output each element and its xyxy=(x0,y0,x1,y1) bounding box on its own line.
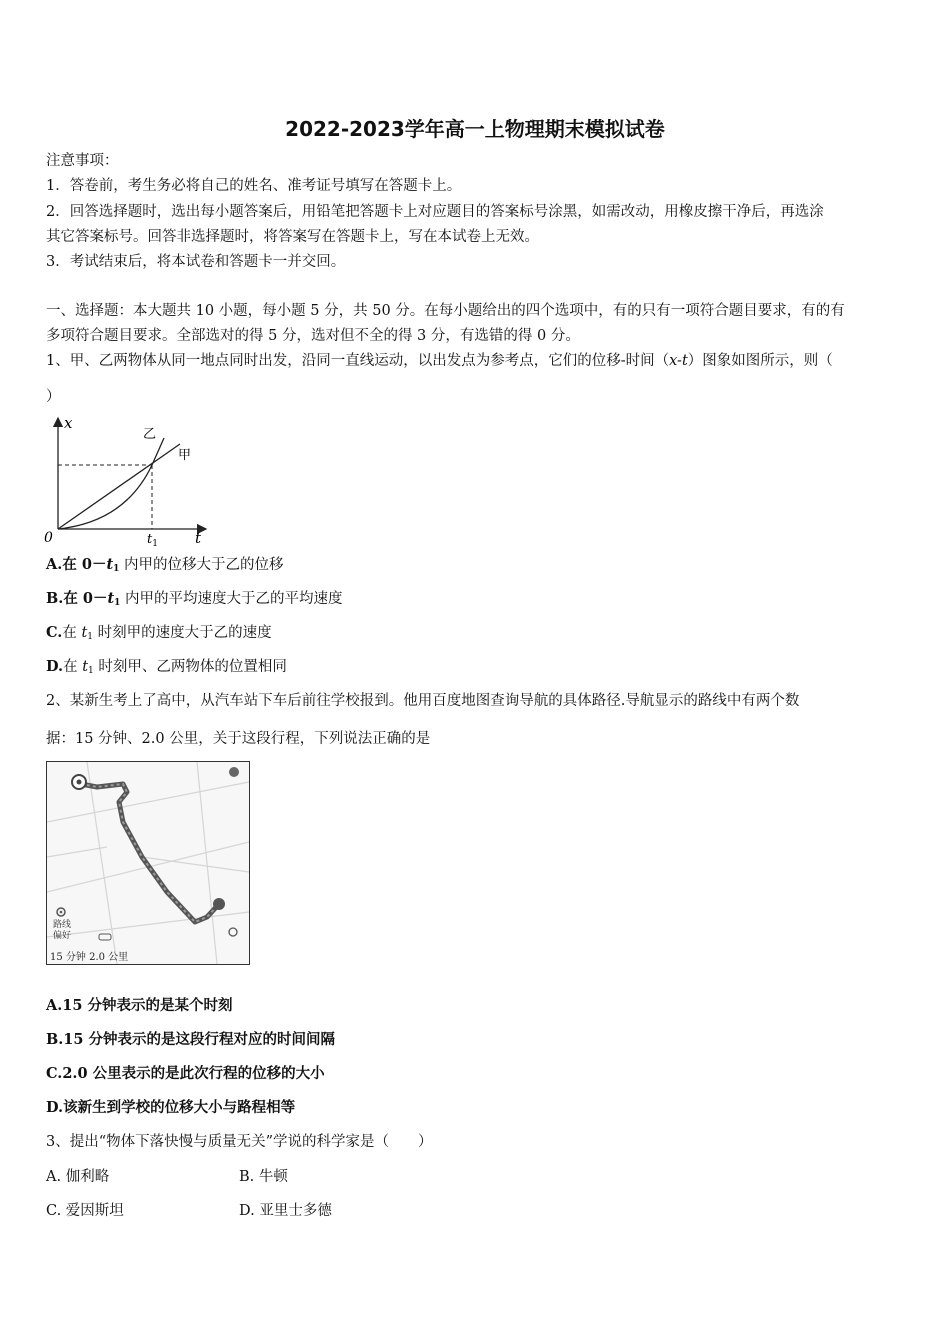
transport-icon xyxy=(99,934,111,940)
q3-option: D. 亚里士多德 xyxy=(239,1203,332,1219)
q3-option: C. 爱因斯坦 xyxy=(46,1203,124,1219)
label-yi: 乙 xyxy=(143,427,157,442)
label-jia: 甲 xyxy=(178,448,192,463)
question-1-stem xyxy=(46,352,908,370)
origin-label: 0 xyxy=(44,530,53,546)
q1-stem-part: 1、甲、乙两物体从同一地点同时出发，沿同一直线运动，以出发点为参考点，它们的位移-时间（ xyxy=(46,353,670,369)
section-instructions: 一、选择题：本大题共 10 小题，每小题 5 分，共 50 分。在每小题给出的四个选项中，有的只有一项符合题目要求，有的有 xyxy=(46,303,845,319)
question-2-stem: 2、某新生考上了高中，从汽车站下车后前往学校报到。他用百度地图查询导航的具体路径.导航显示的路线中有两个数 xyxy=(46,693,800,709)
q2-option: A.15 分钟表示的是某个时刻 xyxy=(46,997,233,1014)
question-3-stem: 3、提出“物体下落快慢与质量无关”学说的科学家是（ ） xyxy=(46,1134,433,1150)
page-title: 2022-2023学年高一上物理期末模拟试卷 xyxy=(285,117,665,141)
line-jia xyxy=(58,444,180,529)
route-summary: 15 分钟 2.0 公里 xyxy=(50,952,129,963)
q3-option: A. 伽利略 xyxy=(46,1169,110,1185)
notice-item: 3．考试结束后，将本试卷和答题卡一并交回。 xyxy=(46,254,346,270)
t1-tick-label xyxy=(147,532,158,547)
notice-item: 其它答案标号。回答非选择题时，将答案写在答题卡上，写在本试卷上无效。 xyxy=(46,229,539,245)
question-2-stem: 据：15 分钟、2.0 公里，关于这段行程，下列说法正确的是 xyxy=(46,731,431,747)
q1-stem-part: ）图象如图所示，则（ xyxy=(687,353,833,369)
t1-tick-sub: 1 xyxy=(152,539,158,547)
q3-option: B. 牛顿 xyxy=(239,1169,288,1185)
q2-option: C.2.0 公里表示的是此次行程的位移的大小 xyxy=(46,1065,325,1082)
q1-option: C.在 $t_1$ 时刻甲的速度大于乙的速度 xyxy=(46,624,272,642)
q1-option: A.在 $0-t_1$ 内甲的位移大于乙的位移 xyxy=(46,556,284,574)
q1-option: B.在 $0-t_1$ 内甲的平均速度大于乙的平均速度 xyxy=(46,590,343,608)
t1-tick-var: t xyxy=(147,532,153,547)
route-path xyxy=(81,784,219,922)
x-axis-label: t xyxy=(195,529,202,547)
x-t-graph xyxy=(40,412,220,547)
q1-stem-variable: x-t xyxy=(669,353,688,369)
q1-stem-end: ） xyxy=(46,389,61,405)
navigation-map xyxy=(46,761,250,965)
q2-option: B.15 分钟表示的是这段行程对应的时间间隔 xyxy=(46,1031,336,1048)
curve-yi xyxy=(58,438,164,529)
q2-option: D.该新生到学校的位移大小与路程相等 xyxy=(46,1099,296,1116)
route-preference-label: 路线 偏好 xyxy=(53,920,72,941)
notice-item: 1．答卷前，考生务必将自己的姓名、准考证号填写在答题卡上。 xyxy=(46,178,462,194)
map-drawing xyxy=(47,762,249,964)
q1-option: D.在 $t_1$ 时刻甲、乙两物体的位置相同 xyxy=(46,658,287,676)
notice-heading: 注意事项： xyxy=(46,153,119,169)
end-marker xyxy=(213,898,225,910)
locate-icon xyxy=(229,767,239,777)
notice-item: 2．回答选择题时，选出每小题答案后，用铅笔把答题卡上对应题目的答案标号涂黑，如需改动，用橡皮擦干净后，再选涂 xyxy=(46,204,824,220)
section-instructions: 多项符合题目要求。全部选对的得 5 分，选对但不全的得 3 分，有选错的得 0 分。 xyxy=(46,328,580,344)
y-axis-label: x xyxy=(64,414,73,432)
refresh-icon xyxy=(229,928,237,936)
